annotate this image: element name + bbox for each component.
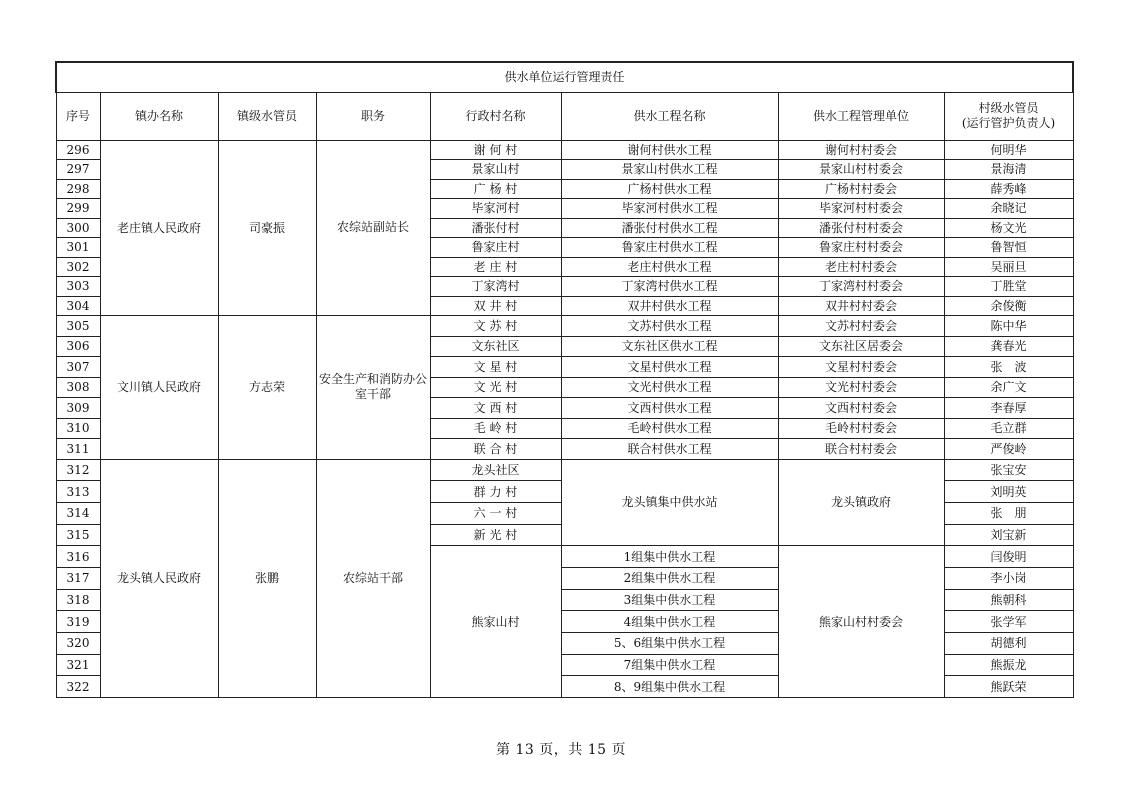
project-cell: 3组集中供水工程 [561,589,778,611]
manager-cell: 司豪振 [218,140,316,316]
village-cell: 老 庄 村 [430,257,561,277]
village-cell: 毕家河村 [430,199,561,219]
village-cell: 龙头社区 [430,459,561,481]
village-manager-cell: 闫俊明 [944,546,1073,568]
village-cell: 双 井 村 [430,296,561,316]
village-cell: 新 光 村 [430,524,561,546]
unit-cell: 景家山村村委会 [778,160,944,180]
unit-cell: 熊家山村村委会 [778,546,944,698]
header-seq: 序号 [56,92,100,140]
village-manager-cell: 吴丽旦 [944,257,1073,277]
unit-cell: 文西村村委会 [778,398,944,419]
table-row [56,316,1073,337]
position-cell: 安全生产和消防办公室干部 [316,316,430,460]
manager-cell: 张鹏 [218,459,316,698]
header-manager: 镇级水管员 [218,92,316,140]
village-cell: 鲁家庄村 [430,238,561,258]
village-manager-cell: 李春厚 [944,398,1073,419]
village-manager-cell: 何明华 [944,140,1073,160]
unit-cell: 文苏村村委会 [778,316,944,337]
village-manager-cell: 刘宝新 [944,524,1073,546]
village-cell: 丁家湾村 [430,277,561,297]
unit-cell: 文东社区居委会 [778,336,944,357]
header-project: 供水工程名称 [561,92,778,140]
seq-cell: 318 [56,589,100,611]
header-unit: 供水工程管理单位 [778,92,944,140]
unit-cell: 联合村村委会 [778,439,944,460]
project-cell: 文西村供水工程 [561,398,778,419]
seq-cell: 319 [56,611,100,633]
water-supply-table [55,61,1074,698]
seq-cell: 307 [56,357,100,378]
village-cell: 潘张付村 [430,218,561,238]
project-cell: 双井村供水工程 [561,296,778,316]
village-cell: 毛 岭 村 [430,418,561,439]
unit-cell: 广杨村村委会 [778,179,944,199]
project-cell: 文星村供水工程 [561,357,778,378]
seq-cell: 317 [56,567,100,589]
seq-cell: 304 [56,296,100,316]
seq-cell: 301 [56,238,100,258]
project-cell: 毛岭村供水工程 [561,418,778,439]
village-cell: 熊家山村 [430,546,561,698]
project-cell: 4组集中供水工程 [561,611,778,633]
seq-cell: 302 [56,257,100,277]
unit-cell: 谢何村村委会 [778,140,944,160]
seq-cell: 305 [56,316,100,337]
seq-cell: 321 [56,654,100,676]
unit-cell: 丁家湾村村委会 [778,277,944,297]
village-manager-cell: 张 朋 [944,502,1073,524]
town-cell: 文川镇人民政府 [100,316,218,460]
header-village-manager: 村级水管员 (运行管护负责人) [944,92,1073,140]
position-cell: 农综站副站长 [316,140,430,316]
village-manager-cell: 鲁智恒 [944,238,1073,258]
village-manager-cell: 胡德利 [944,633,1073,655]
seq-cell: 313 [56,481,100,503]
village-cell: 六 一 村 [430,502,561,524]
position-cell: 农综站干部 [316,459,430,698]
village-cell: 广 杨 村 [430,179,561,199]
village-manager-cell: 余晓记 [944,199,1073,219]
header-town: 镇办名称 [100,92,218,140]
village-cell: 文 星 村 [430,357,561,378]
seq-cell: 310 [56,418,100,439]
project-cell: 5、6组集中供水工程 [561,633,778,655]
unit-cell: 文光村村委会 [778,377,944,398]
seq-cell: 322 [56,676,100,698]
village-manager-cell: 张宝安 [944,459,1073,481]
manager-cell: 方志荣 [218,316,316,460]
village-manager-cell: 熊跃荣 [944,676,1073,698]
table-body [56,140,1073,698]
seq-cell: 300 [56,218,100,238]
village-manager-cell: 张 波 [944,357,1073,378]
seq-cell: 316 [56,546,100,568]
village-manager-cell: 龚春光 [944,336,1073,357]
village-manager-cell: 陈中华 [944,316,1073,337]
project-cell: 景家山村供水工程 [561,160,778,180]
project-cell: 2组集中供水工程 [561,567,778,589]
seq-cell: 297 [56,160,100,180]
project-cell: 文东社区供水工程 [561,336,778,357]
village-manager-cell: 熊振龙 [944,654,1073,676]
town-cell: 龙头镇人民政府 [100,459,218,698]
project-cell: 7组集中供水工程 [561,654,778,676]
project-cell: 联合村供水工程 [561,439,778,460]
unit-cell: 龙头镇政府 [778,459,944,546]
project-cell: 广杨村供水工程 [561,179,778,199]
village-manager-cell: 杨文光 [944,218,1073,238]
village-manager-cell: 张学军 [944,611,1073,633]
seq-cell: 309 [56,398,100,419]
unit-cell: 鲁家庄村村委会 [778,238,944,258]
project-cell: 毕家河村供水工程 [561,199,778,219]
village-cell: 景家山村 [430,160,561,180]
table-row [56,140,1073,160]
village-cell: 文 苏 村 [430,316,561,337]
unit-cell: 潘张付村村委会 [778,218,944,238]
project-cell: 文苏村供水工程 [561,316,778,337]
village-manager-cell: 李小岗 [944,567,1073,589]
project-cell: 谢何村供水工程 [561,140,778,160]
project-cell: 丁家湾村供水工程 [561,277,778,297]
seq-cell: 298 [56,179,100,199]
village-manager-cell: 余广文 [944,377,1073,398]
village-cell: 文 西 村 [430,398,561,419]
village-cell: 联 合 村 [430,439,561,460]
village-manager-cell: 严俊岭 [944,439,1073,460]
village-manager-cell: 熊朝科 [944,589,1073,611]
project-cell: 8、9组集中供水工程 [561,676,778,698]
project-cell: 龙头镇集中供水站 [561,459,778,546]
page-footer: 第 13 页，共 15 页 [496,742,626,758]
town-cell: 老庄镇人民政府 [100,140,218,316]
unit-cell: 老庄村村委会 [778,257,944,277]
village-manager-cell: 丁胜堂 [944,277,1073,297]
project-cell: 潘张付村供水工程 [561,218,778,238]
project-cell: 老庄村供水工程 [561,257,778,277]
seq-cell: 312 [56,459,100,481]
header-village: 行政村名称 [430,92,561,140]
seq-cell: 308 [56,377,100,398]
header-position: 职务 [316,92,430,140]
project-cell: 文光村供水工程 [561,377,778,398]
village-cell: 群 力 村 [430,481,561,503]
village-manager-cell: 刘明英 [944,481,1073,503]
project-cell: 鲁家庄村供水工程 [561,238,778,258]
seq-cell: 296 [56,140,100,160]
table-row [56,459,1073,481]
village-manager-cell: 薛秀峰 [944,179,1073,199]
seq-cell: 306 [56,336,100,357]
village-manager-cell: 余俊衡 [944,296,1073,316]
seq-cell: 303 [56,277,100,297]
unit-cell: 毕家河村村委会 [778,199,944,219]
seq-cell: 315 [56,524,100,546]
village-manager-cell: 景海清 [944,160,1073,180]
table-title: 供水单位运行管理责任 [56,62,1073,92]
village-cell: 谢 何 村 [430,140,561,160]
seq-cell: 320 [56,633,100,655]
unit-cell: 双井村村委会 [778,296,944,316]
village-cell: 文 光 村 [430,377,561,398]
project-cell: 1组集中供水工程 [561,546,778,568]
seq-cell: 299 [56,199,100,219]
village-cell: 文东社区 [430,336,561,357]
unit-cell: 文星村村委会 [778,357,944,378]
village-manager-cell: 毛立群 [944,418,1073,439]
seq-cell: 314 [56,502,100,524]
unit-cell: 毛岭村村委会 [778,418,944,439]
seq-cell: 311 [56,439,100,460]
